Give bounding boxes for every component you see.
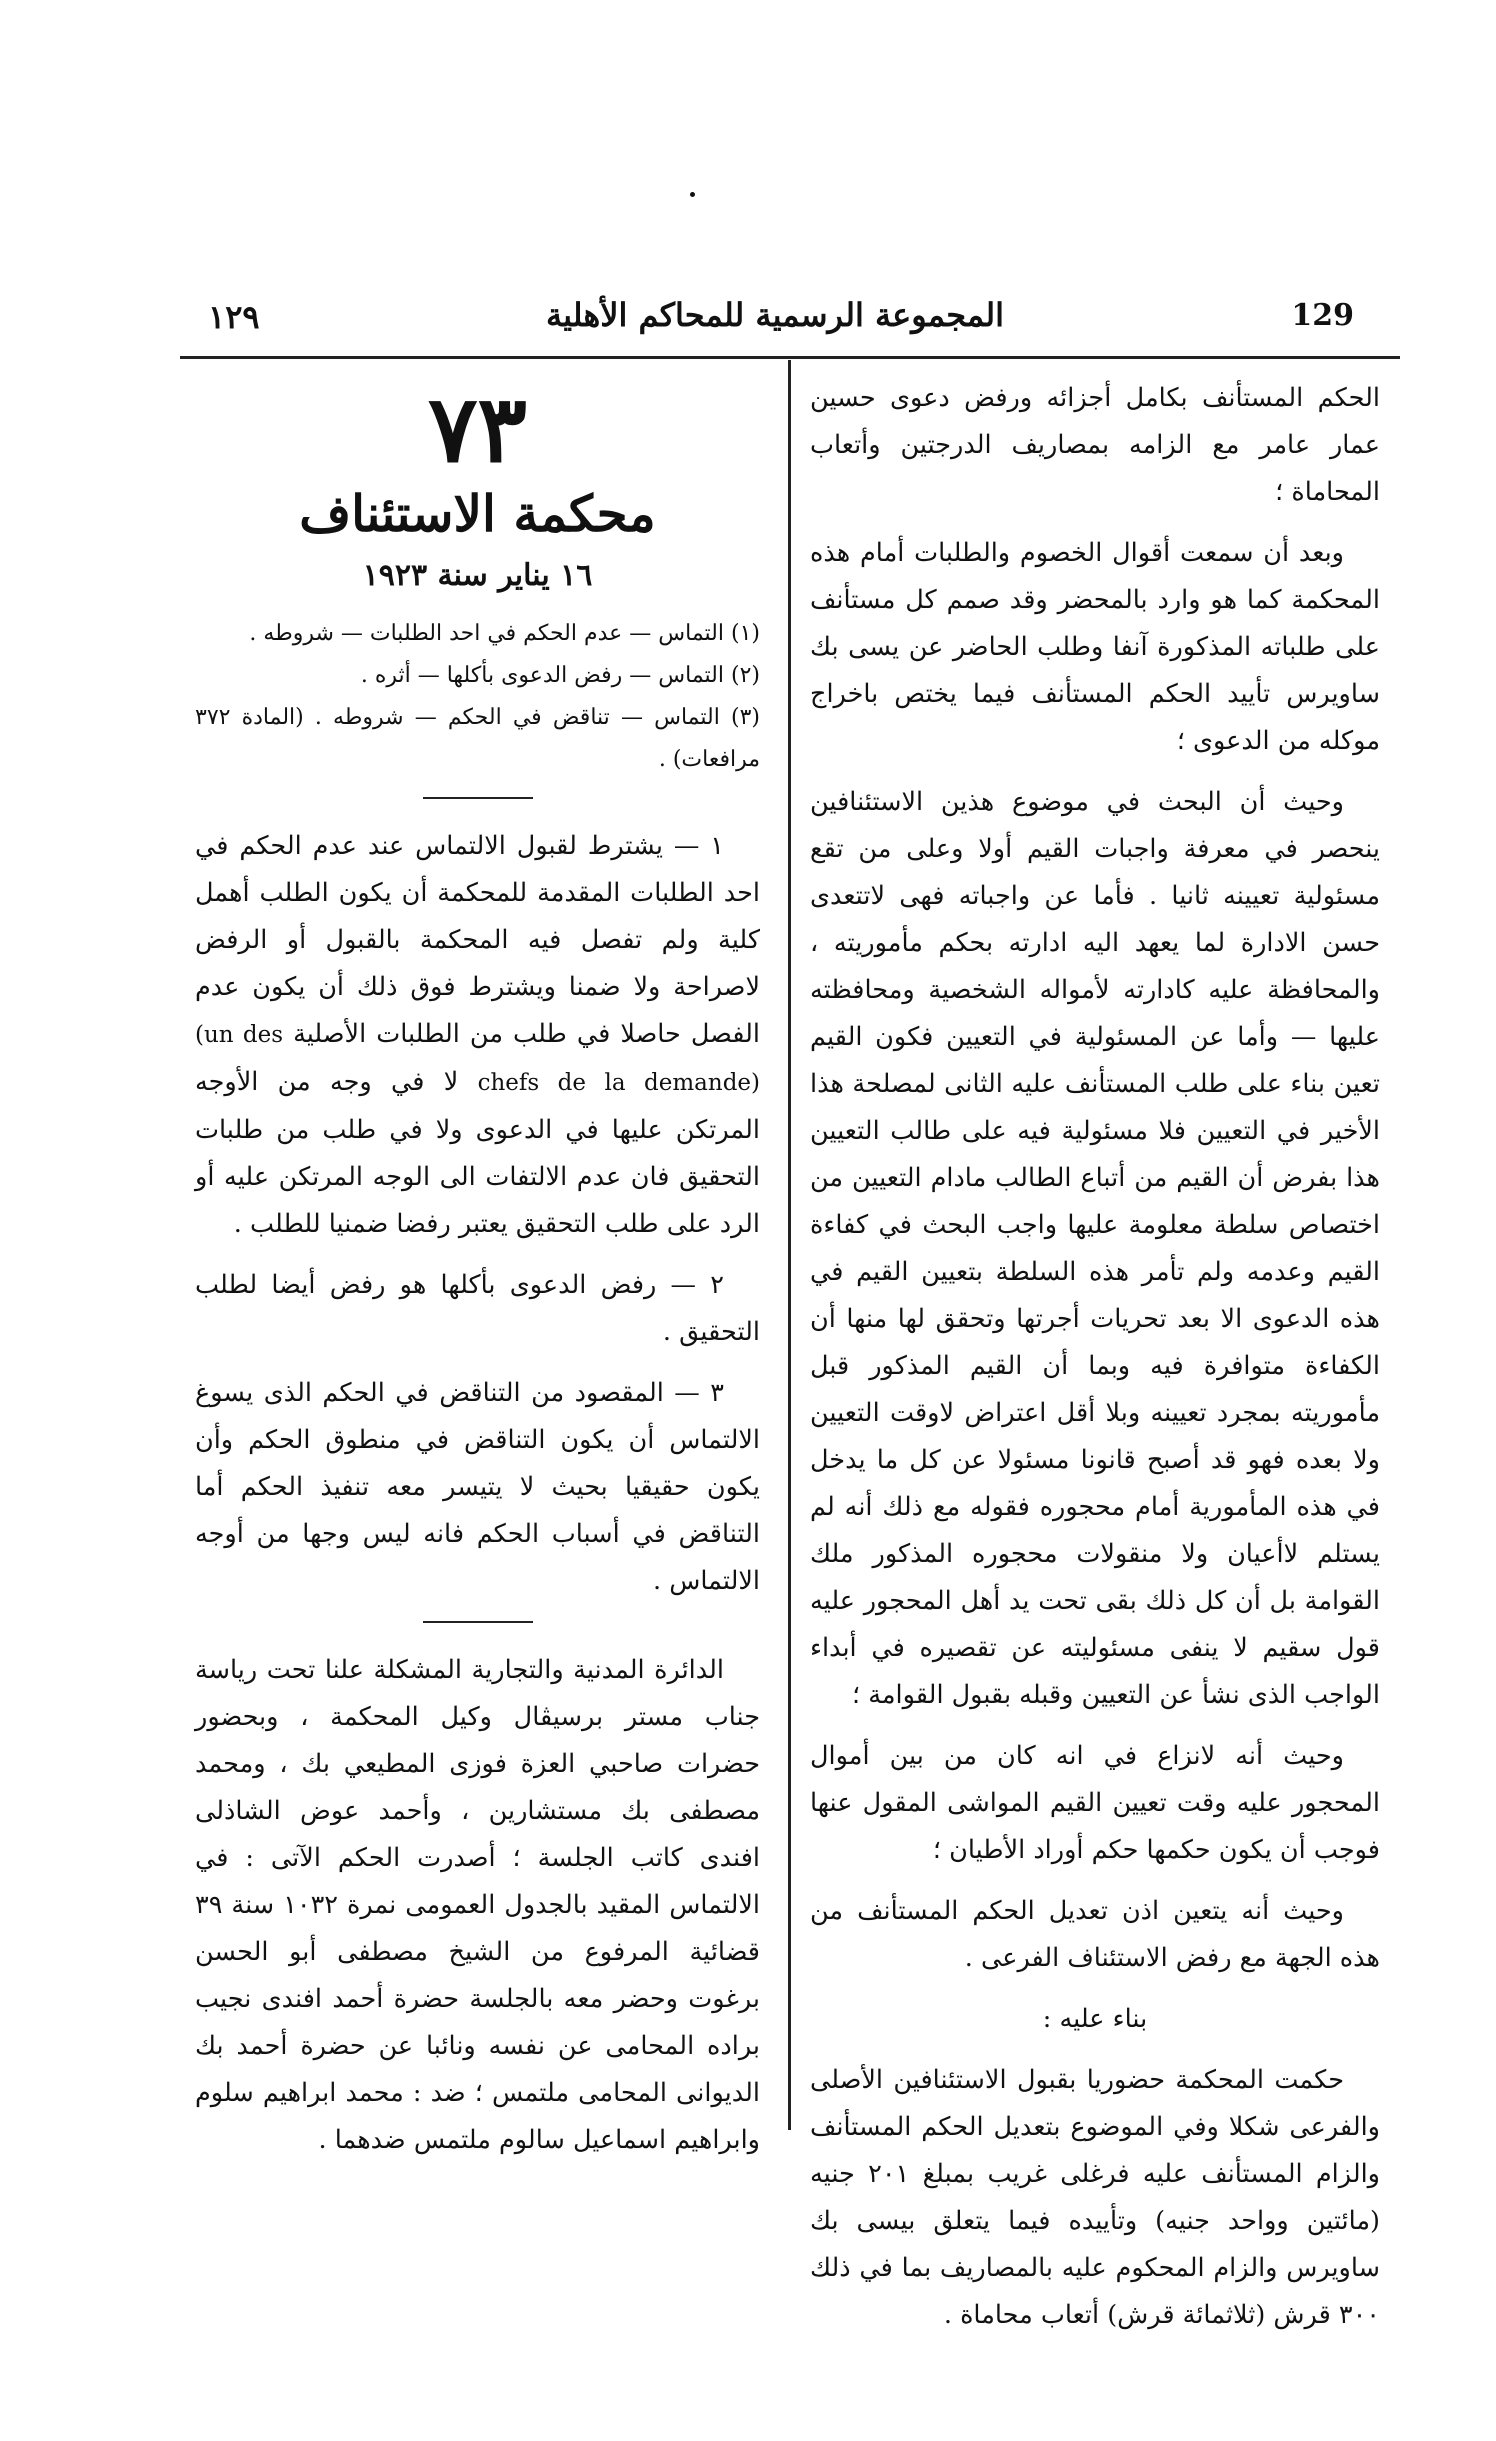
principle-3: ٣ — المقصود من التناقض في الحكم الذى يسوغ الالتماس أن يكون التناقض في منطوق الحكم وأن يكون حقيقيا بحيث لا يتيسر معه تنفيذ الحكم أما التناقض في أسباب الحكم فانه ليس وجها من أوجه الالتماس . — [195, 1378, 760, 1596]
paragraph: وبعد أن سمعت أقوال الخصوم والطلبات أمام هذه المحكمة كما هو وارد بالمحضر وقد صمم كل مستأنف على طلباته المذكورة آنفا وطلب الحاضر عن يسى بك ساويرس تأييد الحكم المستأنف فيما يختص باخراج موكله من الدعوى ؛ — [810, 538, 1380, 756]
speck-mark — [690, 192, 695, 197]
court-name: محكمة الاستئناف — [299, 484, 656, 543]
left-column — [195, 375, 760, 2178]
case-number: ٧٣ — [428, 375, 527, 483]
paragraph: وحيث أن البحث في موضوع هذين الاستئنافين ينحصر في معرفة واجبات القيم أولا وعلى من تقع مسئولية تعيينه ثانيا . فأما عن واجباته فهى لاتتعدى حسن الادارة لما يعهد اليه ادارته بحكم مأموريته ، والمحافظة عليه كادارته لأمواله الشخصية ومحافظته عليها — وأما عن المسئولية في التعيين فكون القيم تعين بناء على طلب المستأنف عليه الثانى لمصلحة هذا الأخير في التعيين فلا مسئولية فيه على طالب التعيين هذا بفرض أن القيم من أتباع الطالب مادام التعيين من اختصاص سلطة معلومة عليها واجب البحث في كفاءة القيم وعدمه ولم تأمر هذه السلطة بتعيين القيم في هذه الدعوى الا بعد تحريات أجرتها وتحقق لها منها أن الكفاءة متوافرة فيه وبما أن القيم المذكور قبل مأموريته بمجرد تعيينه وبلا أقل اعتراض لاوقت التعيين ولا بعده فهو قد أصبح قانونا مسئولا عن كل ما يدخل في هذه المأمورية أمام محجوره فقوله مع ذلك أنه لم يستلم لاأعيان ولا منقولات محجوره المذكور ملك القوامة بل أن كل ذلك بقى تحت يد أهل المحجور عليه قول سقيم لا ينفى مسئوليته عن تقصيره في أبداء الواجب الذى نشأ عن التعيين وقبله بقبول القوامة ؛ — [810, 787, 1380, 1710]
paragraph: حكمت المحكمة حضوريا بقبول الاستئنافين الأصلى والفرعى شكلا وفي الموضوع بتعديل الحكم المستأنف والزام المستأنف عليه فرغلى غريب بمبلغ ٢٠١ جنيه (مائتين وواحد جنيه) وتأييده فيما يتعلق بيسى بك ساويرس والزام المحكوم عليه بالمصاريف بما في ذلك ٣٠٠ قرش (ثلاثمائة قرش) أتعاب محاماة . — [810, 2065, 1381, 2330]
column-divider — [788, 360, 791, 2130]
section-divider — [423, 1621, 533, 1623]
french-term: (un des chefs de la demande) — [195, 1022, 761, 1096]
paragraph: الحكم المستأنف بكامل أجزائه ورفض دعوى حسين عمار عامر مع الزامه بمصاريف الدرجتين وأتعاب المحاماة ؛ — [810, 383, 1380, 507]
paragraph: وحيث أنه يتعين اذن تعديل الحكم المستأنف من هذه الجهة مع رفض الاستئناف الفرعى . — [810, 1896, 1380, 1973]
paragraph: وحيث أنه لانزاع في انه كان من بين أموال المحجور عليه وقت تعيين القيم المواشى المقول عنها فوجب أن يكون حكمها حكم أوراد الأطيان ؛ — [810, 1741, 1380, 1865]
principle-2: ٢ — رفض الدعوى بأكلها هو رفض أيضا لطلب التحقيق . — [195, 1270, 760, 1347]
case-body: الدائرة المدنية والتجارية المشكلة علنا تحت رياسة جناب مستر برسيڤال وكيل المحكمة ، وبحضور حضرات صاحبي العزة فوزى المطيعي بك ، ومحمد مصطفى بك مستشارين ، وأحمد عوض الشاذلى افندى كاتب الجلسة ؛ أصدرت الحكم الآتى : في الالتماس المقيد بالجدول العمومى نمرة ١٠٣٢ سنة ٣٩ قضائية المرفوع من الشيخ مصطفى أبو الحسن برغوت وحضر معه بالجلسة حضرة أحمد افندى نجيب براده المحامى عن نفسه ونائبا عن حضرة أحمد بك الديوانى المحامى ملتمس ؛ ضد : محمد ابراهيم سلوم وابراهيم اسماعيل سالوم ملتمس ضدهما . — [195, 1655, 760, 2155]
headnote: (١) التماس — عدم الحكم في احد الطلبات — شروطه . — [249, 621, 760, 646]
principle-1 — [195, 823, 760, 1248]
headnote: (٣) التماس — تناقض في الحكم — شروطه . (المادة ٣٧٢ مرافعات) . — [195, 705, 760, 772]
running-title: المجموعة الرسمية للمحاكم الأهلية — [545, 296, 1005, 334]
page-header — [180, 290, 1370, 350]
case-date: ١٦ يناير سنة ١٩٢٣ — [362, 558, 593, 593]
right-column — [810, 375, 1380, 2353]
header-rule — [180, 356, 1400, 359]
section-divider — [423, 797, 533, 799]
principle-1-text: ١ — يشترط لقبول الالتماس عند عدم الحكم في احد الطلبات المقدمة للمحكمة أن يكون الطلب أهمل كلية ولم تفصل فيه المحكمة بالقبول أو الرفض لاصراحة ولا ضمنا ويشترط فوق ذلك أن يكون عدم الفصل حاصلا في طلب من الطلبات الأصلية — [195, 831, 760, 1049]
page-number-latin: 129 — [1291, 298, 1354, 333]
headnotes — [195, 613, 760, 781]
ruling-label: بناء عليه : — [1042, 2004, 1148, 2034]
headnote: (٢) التماس — رفض الدعوى بأكلها — أثره . — [360, 663, 760, 688]
page-number-arabic: ١٢٩ — [208, 298, 260, 336]
principle-1-text-cont: لا في وجه من الأوجه المرتكن عليها في الدعوى ولا في طلب من طلبات التحقيق فان عدم الالتفات الى الوجه المرتكن عليه أو الرد على طلب التحقيق يعتبر رفضا ضمنيا للطلب . — [195, 1067, 760, 1239]
